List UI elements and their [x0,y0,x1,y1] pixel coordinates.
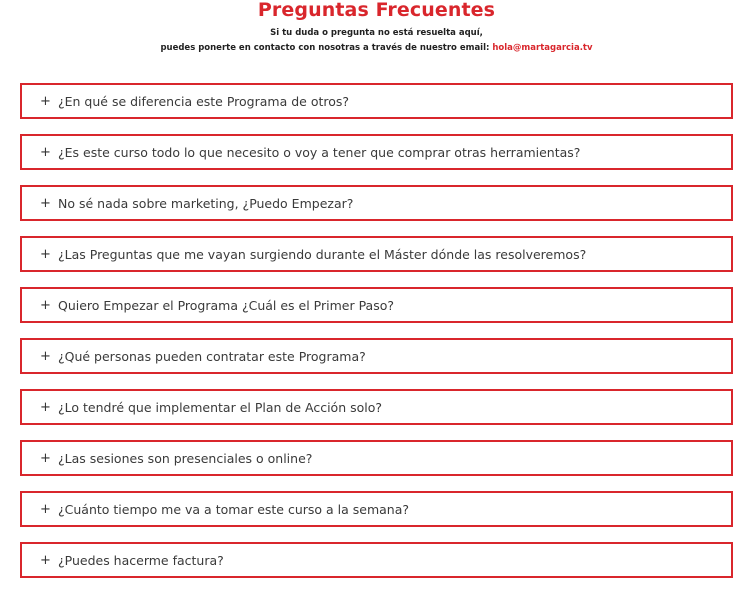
faq-question: ¿Qué personas pueden contratar este Programa? [58,348,366,364]
faq-item[interactable] [20,83,733,119]
faq-item[interactable] [20,389,733,425]
faq-question: ¿Cuánto tiempo me va a tomar este curso a la semana? [58,501,410,517]
faq-item[interactable] [20,491,733,527]
faq-question: ¿En qué se diferencia este Programa de otros? [58,93,350,109]
faq-item[interactable] [20,236,733,272]
plus-icon: + [40,399,51,415]
faq-item[interactable] [20,287,733,323]
plus-icon: + [40,450,51,466]
plus-icon: + [40,501,51,517]
faq-list [20,83,733,593]
plus-icon: + [40,246,51,262]
faq-question: ¿Es este curso todo lo que necesito o voy a tener que comprar otras herramientas? [58,144,581,160]
faq-question: ¿Puedes hacerme factura? [58,552,224,568]
plus-icon: + [40,348,51,364]
faq-item[interactable] [20,134,733,170]
faq-question: Quiero Empezar el Programa ¿Cuál es el Primer Paso? [58,297,394,313]
contact-line-2-text: puedes ponerte en contacto con nosotras a través de nuestro email: [160,43,490,53]
faq-item[interactable] [20,440,733,476]
plus-icon: + [40,195,51,211]
plus-icon: + [40,552,51,568]
contact-line-2 [0,41,753,56]
faq-item[interactable] [20,185,733,221]
faq-header [0,0,753,56]
contact-line-1: Si tu duda o pregunta no está resuelta aquí, [270,28,483,38]
page-title: Preguntas Frecuentes [257,0,496,21]
faq-question: No sé nada sobre marketing, ¿Puedo Empezar? [58,195,354,211]
contact-email-link[interactable]: hola@martagarcia.tv [492,43,593,53]
plus-icon: + [40,297,51,313]
faq-question: ¿Lo tendré que implementar el Plan de Acción solo? [58,399,383,415]
faq-question: ¿Las Preguntas que me vayan surgiendo durante el Máster dónde las resolveremos? [58,246,587,262]
plus-icon: + [40,144,51,160]
faq-item[interactable] [20,338,733,374]
faq-item[interactable] [20,542,733,578]
plus-icon: + [40,93,51,109]
faq-question: ¿Las sesiones son presenciales o online? [58,450,313,466]
